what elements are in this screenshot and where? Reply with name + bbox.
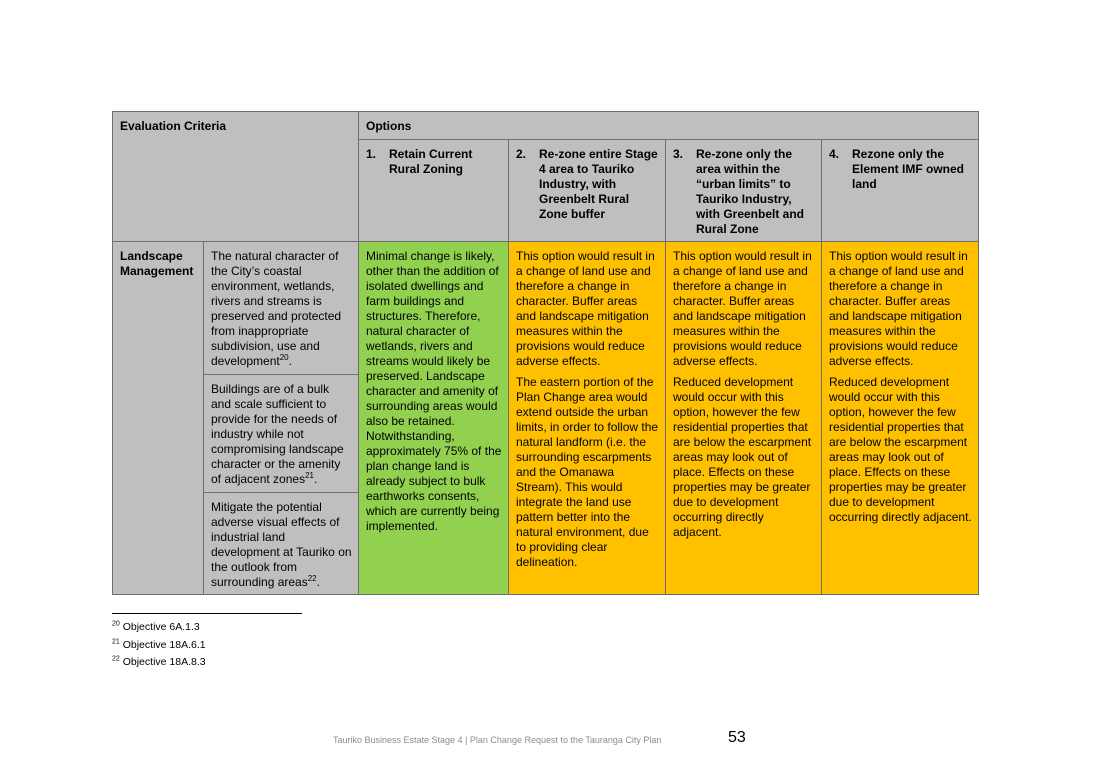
- footnote-20: [112, 619, 206, 637]
- option-3-assessment: [666, 242, 822, 595]
- option-1-header: [359, 140, 509, 242]
- option-4-title: Rezone only the Element IMF owned land: [852, 147, 965, 191]
- option-4-header: [822, 140, 979, 242]
- option-2-paragraph-1: This option would result in a change of land use and therefore a change in character. Buffer areas and landscape mitigation measures within the provisions would reduce adverse effects.: [516, 249, 655, 368]
- option-2-assessment: [509, 242, 666, 595]
- criterion-2-text: Buildings are of a bulk and scale sufficient to provide for the needs of industry while not compromising landscape character or the amenity of adjacent zones: [211, 382, 344, 486]
- footnote-ref-21: 21: [305, 471, 314, 480]
- criterion-3-end: .: [316, 575, 320, 589]
- footnote-21-text: Objective 18A.6.1: [122, 638, 206, 651]
- option-3-paragraph-2: Reduced development would occur with this option, however the few residential properties that are below the escarpment areas may look out of place. Effects on these properties may be greater due to development occurring directly adjacent.: [673, 375, 812, 539]
- footnote-22-number: 22: [112, 655, 120, 663]
- option-4-paragraph-2: Reduced development would occur with this option, however the few residential properties that are below the escarpment areas may look out of place. Effects on these properties may be greater due to development occurring directly adjacent.: [829, 375, 972, 524]
- criterion-2-end: .: [313, 472, 318, 486]
- footnotes: [112, 619, 206, 672]
- footnote-22: [112, 654, 206, 672]
- category-label: Landscape Management: [120, 249, 194, 278]
- footnote-20-number: 20: [112, 620, 120, 628]
- option-4-number: 4.: [829, 147, 840, 161]
- criterion-1-cell: [204, 242, 359, 375]
- option-4-paragraph-1: This option would result in a change of land use and therefore a change in character. Buffer areas and landscape mitigation measures within the provisions would reduce adverse effects.: [829, 249, 968, 368]
- option-3-header: [666, 140, 822, 242]
- option-1-assessment: [359, 242, 509, 595]
- footnote-ref-22: 22: [307, 574, 317, 583]
- option-1-number: 1.: [366, 147, 377, 161]
- option-1-title: Retain Current Rural Zoning: [389, 147, 473, 176]
- option-2-header: [509, 140, 666, 242]
- category-cell: [113, 242, 204, 595]
- option-1-text: Minimal change is likely, other than the addition of isolated dwellings and farm buildings and structures. Therefore, natural character of wetlands, rivers and streams would likely be preserved. Landscape character and amenity of surrounding areas would also be retained. Notwithstanding, approximately 75% of the plan change land is already subject to bulk earthworks consents, which are currently being implemented.: [366, 249, 502, 533]
- option-4-assessment: [822, 242, 979, 595]
- footnote-21-number: 21: [112, 638, 120, 645]
- criterion-3-cell: [204, 493, 359, 595]
- footnote-ref-20: 20: [279, 353, 289, 362]
- option-2-number: 2.: [516, 147, 527, 161]
- evaluation-table: [112, 111, 979, 595]
- option-2-paragraph-2: The eastern portion of the Plan Change area would extend outside the urban limits, in order to follow the natural landform (i.e. the surrounding escarpments and the Omanawa Stream). This would integrate the land use pattern better into the natural environment, due to providing clear delineation.: [516, 375, 659, 569]
- footnote-21: [112, 637, 206, 655]
- criterion-3-text: Mitigate the potential adverse visual effects of industrial land development at Tauriko on the outlook from surrounding areas: [211, 500, 352, 589]
- options-label: Options: [366, 119, 412, 133]
- evaluation-criteria-header: [113, 112, 359, 242]
- option-3-number: 3.: [673, 147, 684, 161]
- page-number: 53: [728, 729, 746, 746]
- option-3-paragraph-1: This option would result in a change of land use and therefore a change in character. Buffer areas and landscape mitigation measures within the provisions would reduce adverse effects.: [673, 249, 812, 368]
- footer-document-title: Tauriko Business Estate Stage 4 | Plan Change Request to the Tauranga City Plan: [333, 735, 662, 745]
- options-header: [359, 112, 979, 140]
- criterion-1-end: .: [288, 354, 292, 368]
- option-2-title: Re-zone entire Stage 4 area to Tauriko Industry, with Greenbelt Rural Zone buffer: [539, 147, 658, 221]
- footnote-20-text: Objective 6A.1.3: [122, 621, 200, 633]
- option-3-title: Re-zone only the area within the “urban limits” to Tauriko Industry, with Greenbelt and Rural Zone: [696, 147, 805, 236]
- evaluation-criteria-label: Evaluation Criteria: [120, 119, 227, 133]
- footnote-22-text: Objective 18A.8.3: [122, 656, 206, 668]
- criterion-2-cell: [204, 375, 359, 493]
- criterion-1-text: The natural character of the City’s coastal environment, wetlands, rivers and streams is preserved and protected from inappropriate subdivision, use and development: [211, 249, 342, 368]
- footnote-separator: [112, 613, 302, 614]
